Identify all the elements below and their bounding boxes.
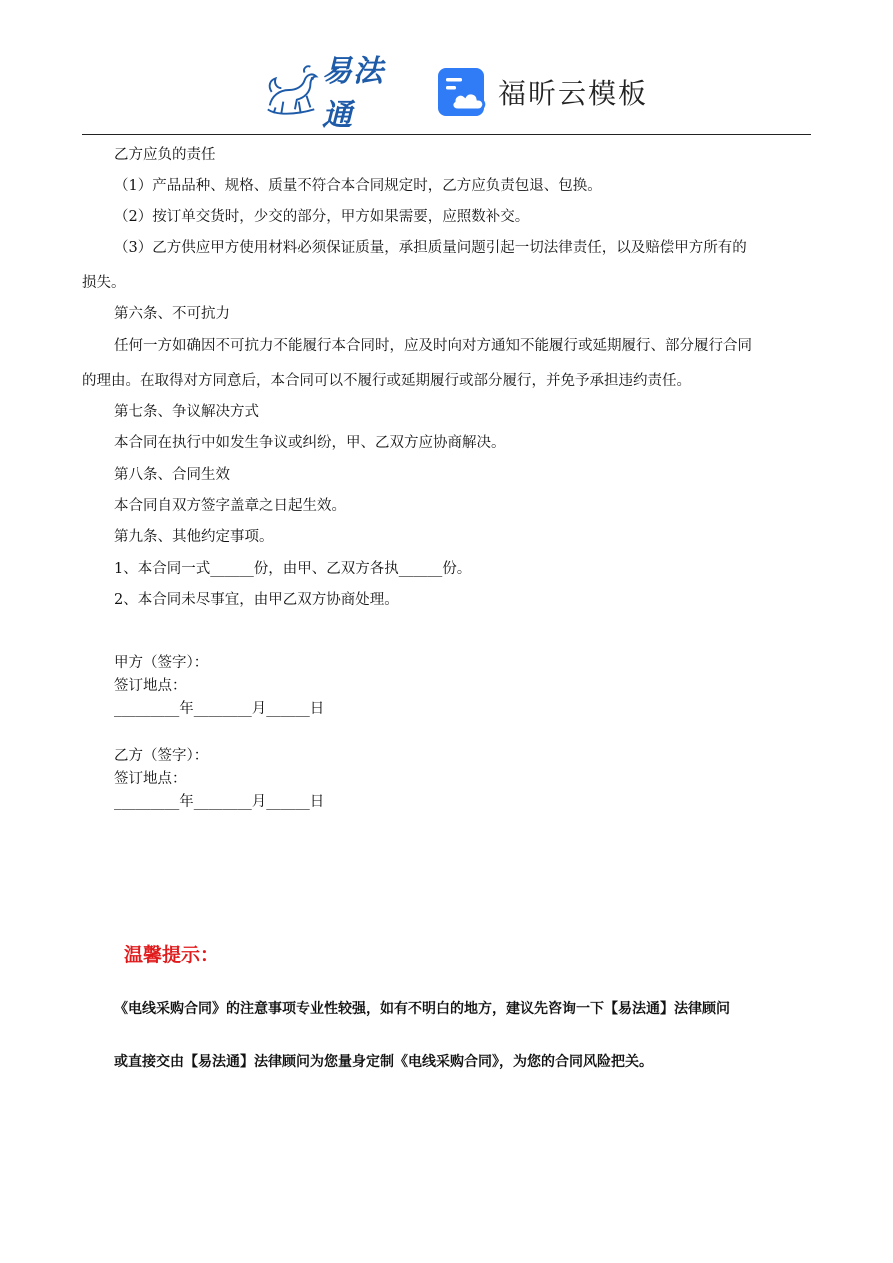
cloud-document-icon (436, 66, 488, 118)
party-b-date-line: _________年________月______日 (114, 794, 325, 810)
yifatong-logo-text: 易法通 (322, 54, 384, 133)
body-paragraph: 乙方应负的责任 (114, 147, 216, 163)
body-paragraph: （2）按订单交货时，少交的部分，甲方如果需要，应照数补交。 (114, 209, 530, 225)
party-b-signature-label: 乙方（签字）： (114, 748, 209, 764)
party-a-date-line: _________年________月______日 (114, 701, 325, 717)
body-paragraph: 2、本合同未尽事宜，由甲乙双方协商处理。 (114, 592, 399, 608)
section-heading: 第九条、其他约定事项。 (114, 529, 274, 545)
body-paragraph: 损失。 (82, 275, 126, 291)
warm-tip-title: 温馨提示： (124, 944, 220, 966)
body-paragraph: 1、本合同一式______份，由甲、乙双方各执______份。 (114, 561, 472, 577)
body-paragraph: 本合同在执行中如发生争议或纠纷，甲、乙双方应协商解决。 (114, 435, 506, 451)
body-paragraph: 本合同自双方签字盖章之日起生效。 (114, 498, 346, 514)
warm-tip-line: 或直接交由【易法通】法律顾问为您量身定制《电线采购合同》，为您的合同风险把关。 (114, 1054, 653, 1070)
header-divider (82, 134, 811, 135)
party-a-signature-label: 甲方（签字）： (114, 655, 209, 671)
body-paragraph: 任何一方如确因不可抗力不能履行本合同时，应及时向对方通知不能履行或延期履行、部分履行合同 (114, 338, 752, 354)
body-paragraph: 的理由。在取得对方同意后，本合同可以不履行或延期履行或部分履行，并免予承担违约责任。 (82, 373, 691, 389)
party-b-place-label: 签订地点： (114, 771, 187, 787)
foxit-template-logo-text: 福昕云模板 (498, 77, 649, 110)
body-paragraph: （3）乙方供应甲方使用材料必须保证质量，承担质量问题引起一切法律责任，以及赔偿甲方所有的 (114, 240, 747, 256)
section-heading: 第八条、合同生效 (114, 467, 230, 483)
yifatong-logo (262, 54, 412, 133)
foxit-template-logo (436, 64, 648, 120)
section-heading: 第七条、争议解决方式 (114, 404, 259, 420)
body-paragraph: （1）产品品种、规格、质量不符合本合同规定时，乙方应负责包退、包换。 (114, 178, 602, 194)
party-a-place-label: 签订地点： (114, 678, 187, 694)
section-heading: 第六条、不可抗力 (114, 306, 230, 322)
warm-tip-line: 《电线采购合同》的注意事项专业性较强，如有不明白的地方，建议先咨询一下【易法通】法律顾问 (114, 1001, 730, 1017)
qilin-emblem-icon (262, 62, 322, 118)
